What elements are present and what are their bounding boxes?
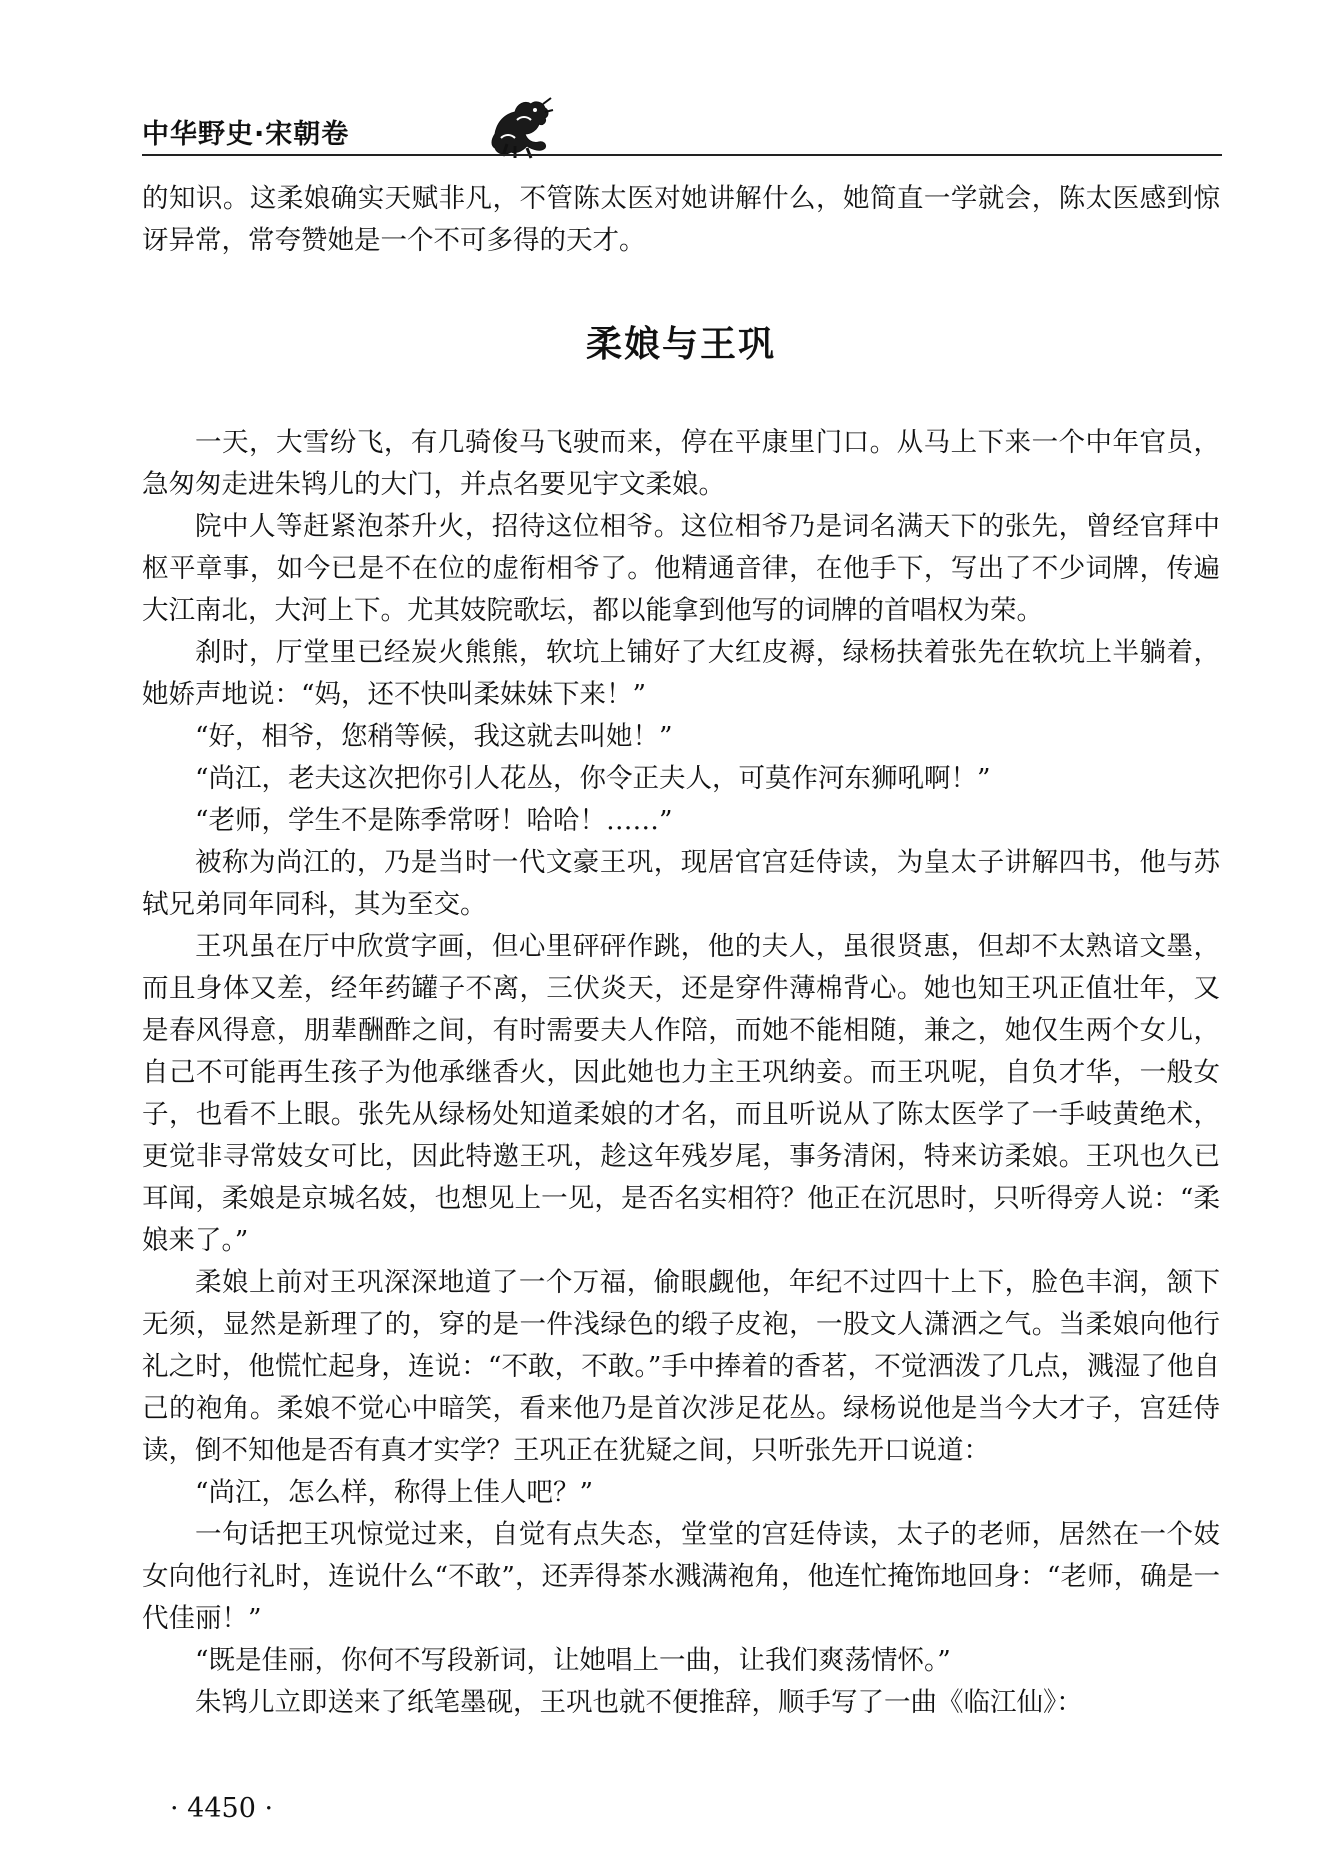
paragraph: 院中人等赶紧泡茶升火，招待这位相爷。这位相爷乃是词名满天下的张先，曾经官拜中枢平章事，如今已是不在位的虚衔相爷了。他精通音律，在他手下，写出了不少词牌，传遍大江南北，大河上下。尤其妓院歌坛，都以能拿到他写的词牌的首唱权为荣。 [142, 511, 1220, 626]
paragraph: 柔娘上前对王巩深深地道了一个万福，偷眼觑他，年纪不过四十上下，脸色丰润，颔下无须，显然是新理了的，穿的是一件浅绿色的缎子皮袍，一股文人潇洒之气。当柔娘向他行礼之时，他慌忙起身，连说：“不敢，不敢。”手中捧着的香茗，不觉洒泼了几点，溅湿了他自己的袍角。柔娘不觉心中暗笑，看来他乃是首次涉足花丛。绿杨说他是当今大才子，宫廷侍读，倒不知他是否有真才实学？王巩正在犹疑之间，只听张先开口说道： [142, 1267, 1220, 1466]
paragraph: 王巩虽在厅中欣赏字画，但心里砰砰作跳，他的夫人，虽很贤惠，但却不太熟谙文墨，而且身体又差，经年药罐子不离，三伏炎天，还是穿件薄棉背心。她也知王巩正值壮年，又是春风得意，朋辈酬酢之间，有时需要夫人作陪，而她不能相随，兼之，她仅生两个女儿，自己不可能再生孩子为他承继香火，因此她也力主王巩纳妾。而王巩呢，自负才华，一般女子，也看不上眼。张先从绿杨处知道柔娘的才名，而且听说从了陈太医学了一手岐黄绝术，更觉非寻常妓女可比，因此特邀王巩，趁这年残岁尾，事务清闲，特来访柔娘。王巩也久已耳闻，柔娘是京城名妓，也想见上一见，是否名实相符？他正在沉思时，只听得旁人说：“柔娘来了。” [142, 931, 1220, 1256]
page-number: · 4450 · [170, 1793, 274, 1824]
paragraph: 一句话把王巩惊觉过来，自觉有点失态，堂堂的宫廷侍读，太子的老师，居然在一个妓女向他行礼时，连说什么“不敢”，还弄得茶水溅满袍角，他连忙掩饰地回身：“老师，确是一代佳丽！” [142, 1519, 1220, 1634]
paragraph: 被称为尚江的，乃是当时一代文豪王巩，现居官宫廷侍读，为皇太子讲解四书，他与苏轼兄弟同年同科，其为至交。 [142, 847, 1220, 920]
book-title: 中华野史·宋朝卷 [142, 119, 350, 150]
running-header [142, 94, 1222, 164]
paragraph: 朱鸨儿立即送来了纸笔墨砚，王巩也就不便推辞，顺手写了一曲《临江仙》： [195, 1687, 1083, 1718]
paragraph: 刹时，厅堂里已经炭火熊熊，软坑上铺好了大红皮褥，绿杨扶着张先在软坑上半躺着，她娇声地说：“妈，还不快叫柔妹妹下来！” [142, 637, 1220, 710]
dragon-emblem-icon [487, 94, 555, 160]
paragraph: 一天，大雪纷飞，有几骑俊马飞驶而来，停在平康里门口。从马上下来一个中年官员，急匆匆走进朱鸨儿的大门，并点名要见宇文柔娘。 [142, 427, 1220, 500]
paragraph: “尚江，怎么样，称得上佳人吧？” [195, 1477, 594, 1508]
header-divider [142, 154, 1222, 156]
intro-text [142, 178, 1220, 262]
intro-paragraph: 的知识。这柔娘确实天赋非凡，不管陈太医对她讲解什么，她简直一学就会，陈太医感到惊讶异常，常夸赞她是一个不可多得的天才。 [142, 183, 1220, 256]
paragraph: “既是佳丽，你何不写段新词，让她唱上一曲，让我们爽荡情怀。” [195, 1645, 951, 1676]
main-text [142, 422, 1220, 1724]
paragraph: “好，相爷，您稍等候，我这就去叫她！” [195, 721, 673, 752]
paragraph: “老师，学生不是陈季常呀！哈哈！……” [195, 805, 673, 836]
section-title: 柔娘与王巩 [585, 324, 776, 365]
paragraph: “尚江，老夫这次把你引人花丛，你令正夫人，可莫作河东狮吼啊！” [195, 763, 991, 794]
